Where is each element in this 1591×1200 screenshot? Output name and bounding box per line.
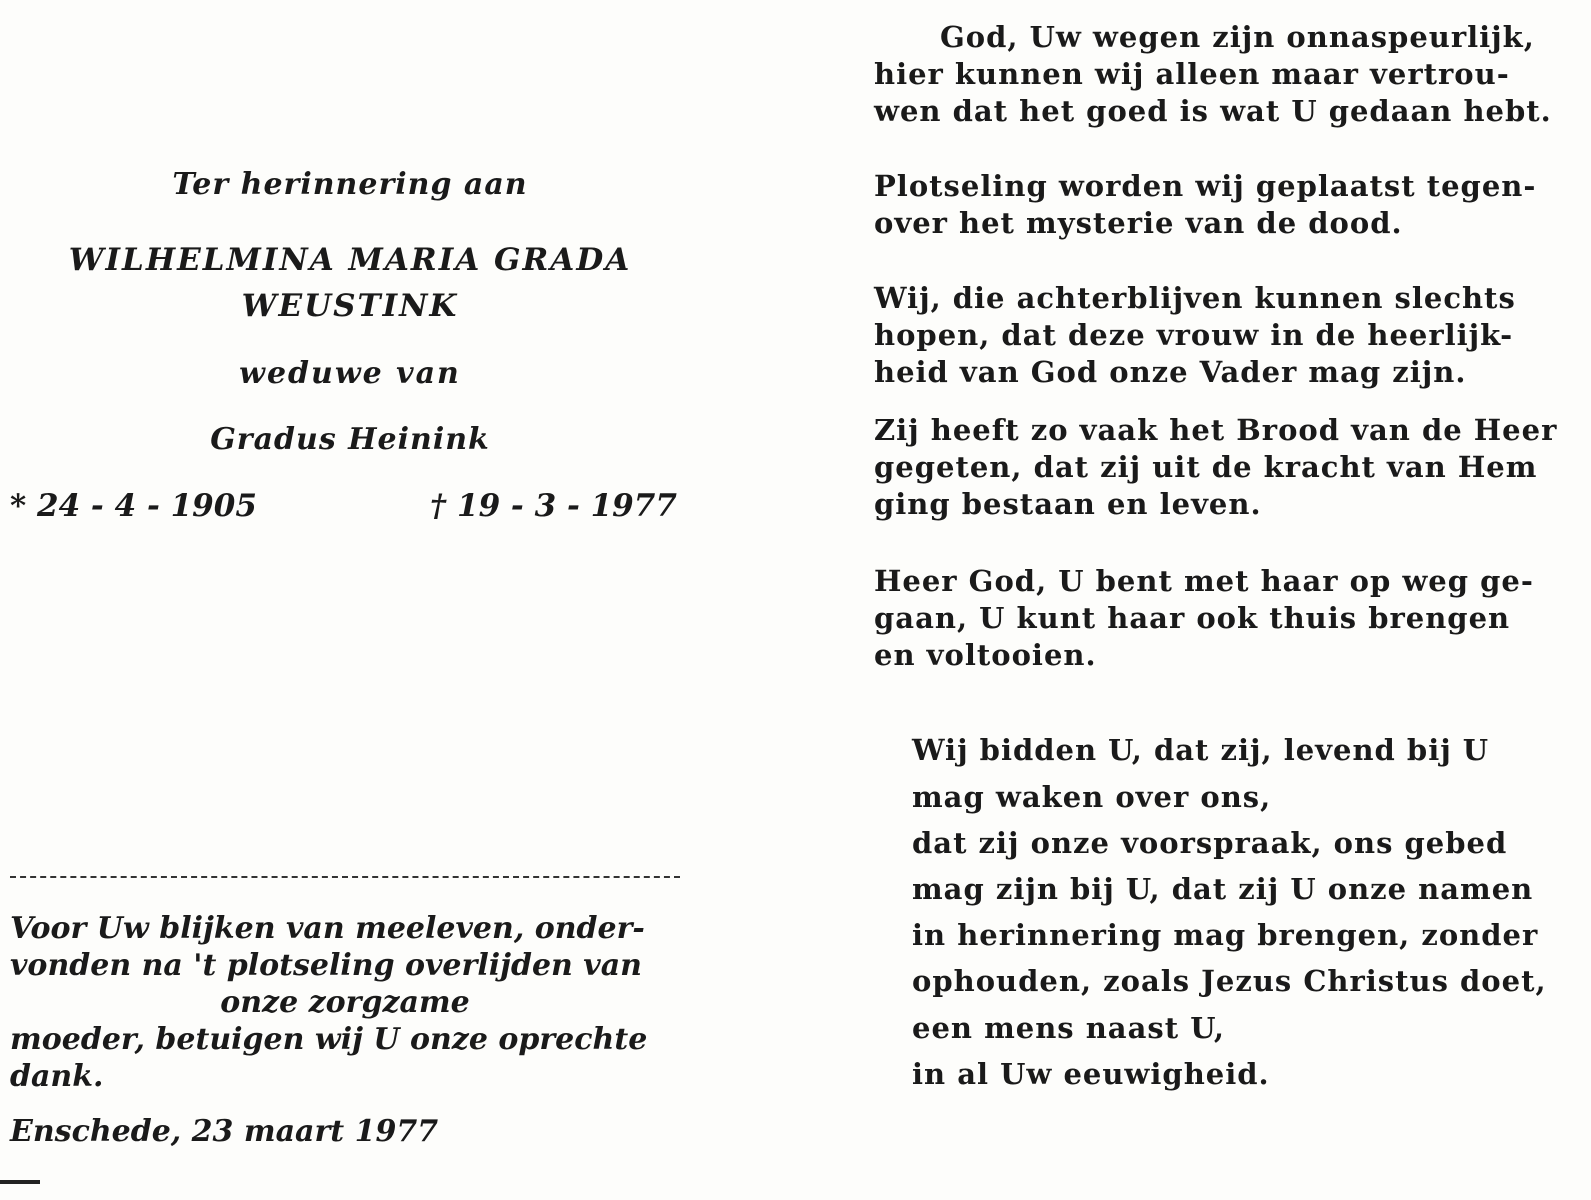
prayer-line: in al Uw eeuwigheid. bbox=[912, 1057, 1270, 1091]
dashed-divider bbox=[10, 876, 680, 878]
verse-line: heid van God onze Vader mag zijn. bbox=[874, 355, 1467, 389]
prayer-line: dat zij onze voorspraak, ons gebed bbox=[912, 826, 1508, 860]
husband-name: Gradus Heinink bbox=[210, 422, 490, 457]
verse-line: Zij heeft zo vaak het Brood van de Heer bbox=[874, 413, 1558, 447]
edge-mark bbox=[0, 1180, 40, 1184]
deceased-name-line1: WILHELMINA MARIA GRADA bbox=[68, 242, 632, 278]
prayer-line: mag zijn bij U, dat zij U onze namen bbox=[912, 872, 1534, 906]
memorial-right-panel bbox=[874, 0, 1564, 1200]
deceased-name-line2: WEUSTINK bbox=[241, 288, 459, 324]
prayer-line: in herinnering mag brengen, zonder bbox=[912, 918, 1539, 952]
thanks-line: vonden na 't plotseling overlijden van bbox=[10, 948, 642, 983]
prayer-line: ophouden, zoals Jezus Christus doet, bbox=[912, 964, 1547, 998]
verse-line: God, Uw wegen zijn onnaspeurlijk, bbox=[940, 20, 1535, 54]
thanks-line: moeder, betuigen wij U onze oprechte bbox=[10, 1022, 648, 1057]
verse-line: Heer God, U bent met haar op weg ge- bbox=[874, 564, 1534, 598]
verse-line: hier kunnen wij alleen maar vertrou- bbox=[874, 57, 1510, 91]
prayer-line: Wij bidden U, dat zij, levend bij U bbox=[912, 733, 1490, 767]
thanks-line: Voor Uw blijken van meeleven, onder- bbox=[10, 911, 645, 946]
verse-line: over het mysterie van de dood. bbox=[874, 206, 1403, 240]
birth-date: * 24 - 4 - 1905 bbox=[10, 488, 257, 524]
prayer-line: mag waken over ons, bbox=[912, 780, 1272, 814]
thanks-line: dank. bbox=[10, 1059, 104, 1094]
verse-line: gaan, U kunt haar ook thuis brengen bbox=[874, 601, 1511, 635]
death-date: † 19 - 3 - 1977 bbox=[430, 488, 677, 524]
verse-line: ging bestaan en leven. bbox=[874, 487, 1262, 521]
verse-line: gegeten, dat zij uit de kracht van Hem bbox=[874, 450, 1538, 484]
verse-line: en voltooien. bbox=[874, 638, 1097, 672]
verse-line: hopen, dat deze vrouw in de heerlijk- bbox=[874, 318, 1514, 352]
widow-of-text: weduwe van bbox=[239, 356, 461, 391]
verse-line: Wij, die achterblijven kunnen slechts bbox=[874, 281, 1516, 315]
memorial-left-panel bbox=[0, 0, 700, 1200]
thanks-line: onze zorgzame bbox=[220, 985, 470, 1020]
verse-line: wen dat het goed is wat U gedaan hebt. bbox=[874, 94, 1552, 128]
prayer-line: een mens naast U, bbox=[912, 1011, 1225, 1045]
place-date: Enschede, 23 maart 1977 bbox=[10, 1114, 439, 1149]
intro-text: Ter herinnering aan bbox=[172, 167, 528, 202]
verse-line: Plotseling worden wij geplaatst tegen- bbox=[874, 169, 1537, 203]
